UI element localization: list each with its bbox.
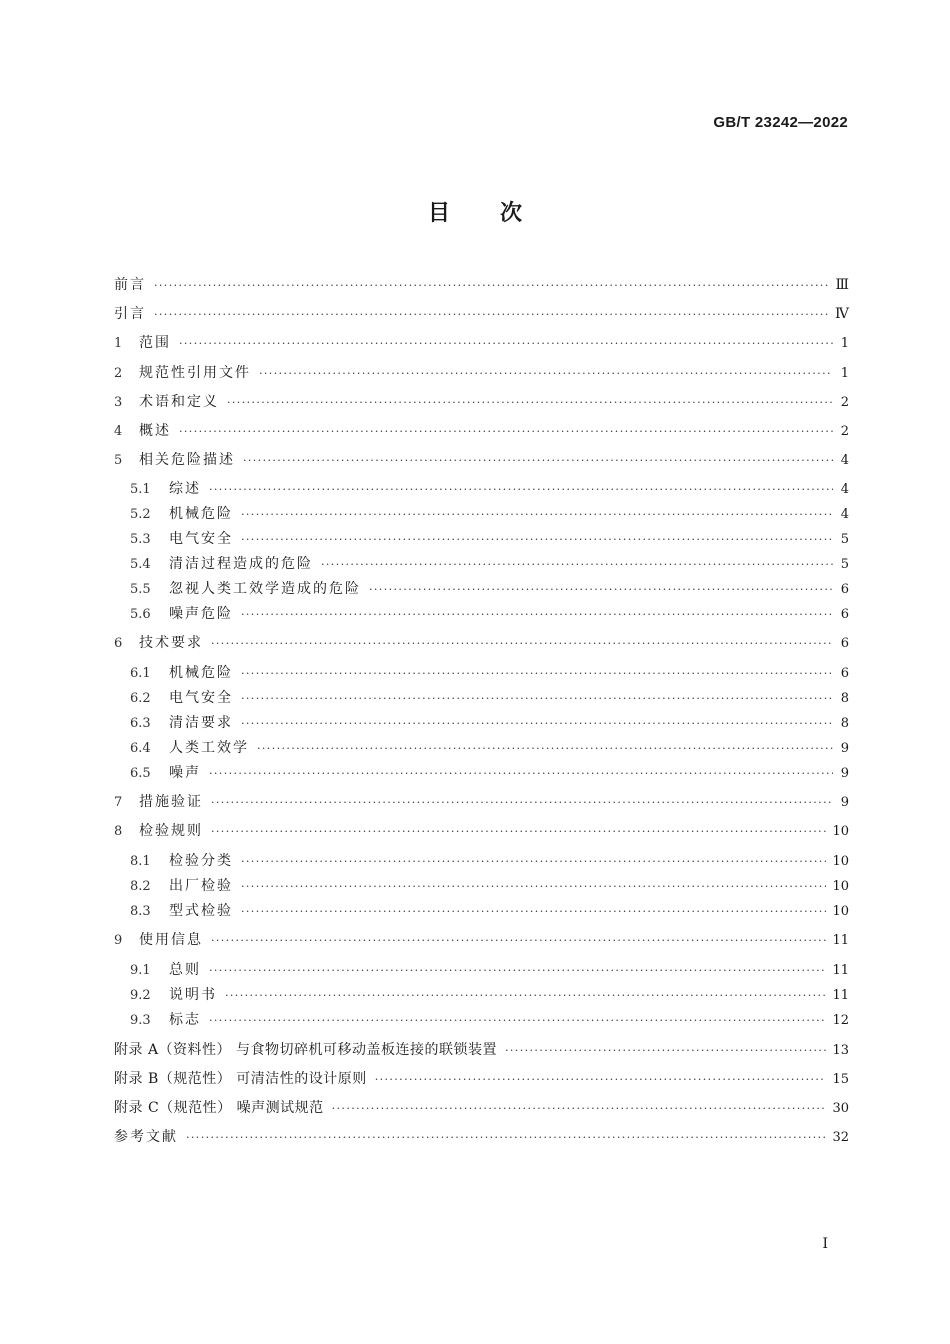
leader-dots <box>332 1100 827 1118</box>
toc-label: 前言 <box>114 277 146 293</box>
toc-label: 出厂检验 <box>169 878 233 894</box>
toc-page: 9 <box>840 766 849 781</box>
leader-dots <box>241 853 826 871</box>
toc-label: 清洁要求 <box>169 715 233 731</box>
toc-entry-9[interactable] <box>114 931 849 950</box>
toc-page: 6 <box>840 636 849 651</box>
toc-entry-6-3[interactable] <box>130 714 849 733</box>
toc-number: 4 <box>114 424 123 439</box>
leader-dots <box>369 581 833 599</box>
toc-entry-8-3[interactable] <box>130 902 849 921</box>
toc-page: 9 <box>840 795 849 810</box>
toc-label: 规范性引用文件 <box>139 365 251 381</box>
toc-entry-9-2[interactable] <box>130 986 849 1005</box>
toc-label: 电气安全 <box>169 690 233 706</box>
toc-page: 6 <box>840 607 849 622</box>
toc-page: 5 <box>840 532 849 547</box>
toc-page: 10 <box>832 879 849 894</box>
toc-page: 6 <box>840 582 849 597</box>
toc-page: 2 <box>840 395 849 410</box>
leader-dots <box>243 452 833 470</box>
toc-label: 综述 <box>169 481 201 497</box>
toc-label: 检验分类 <box>169 853 233 869</box>
toc-number: 5 <box>114 453 123 468</box>
toc-entry-5-6[interactable] <box>130 605 849 624</box>
leader-dots <box>209 962 826 980</box>
toc-label: 总则 <box>169 962 201 978</box>
toc-entry-4[interactable] <box>114 422 849 441</box>
leader-dots <box>241 878 826 896</box>
toc-entry-6-4[interactable] <box>130 739 849 758</box>
toc-page: 11 <box>832 933 849 948</box>
leader-dots <box>211 794 833 812</box>
toc-label: 技术要求 <box>139 635 203 651</box>
leader-dots <box>241 690 833 708</box>
toc-page: Ⅲ <box>835 277 849 293</box>
toc-number: 8.1 <box>130 854 151 869</box>
leader-dots <box>209 765 833 783</box>
toc-entry-1[interactable] <box>114 334 849 353</box>
toc-label: 附录 B（规范性） 可清洁性的设计原则 <box>114 1071 367 1087</box>
leader-dots <box>259 365 833 383</box>
toc-page: 11 <box>832 988 849 1003</box>
leader-dots <box>241 903 826 921</box>
toc-label: 参考文献 <box>114 1129 178 1145</box>
leader-dots <box>211 823 826 841</box>
leader-dots <box>375 1071 827 1089</box>
toc-page: 8 <box>840 691 849 706</box>
toc-label: 噪声 <box>169 765 201 781</box>
toc-page: 6 <box>840 666 849 681</box>
toc-number: 8.3 <box>130 904 151 919</box>
toc-page: 8 <box>840 716 849 731</box>
leader-dots <box>209 481 833 499</box>
toc-number: 5.6 <box>130 607 151 622</box>
leader-dots <box>209 1012 826 1030</box>
toc-page: 10 <box>832 824 849 839</box>
leader-dots <box>225 987 826 1005</box>
toc-entry-9-3[interactable] <box>130 1011 849 1030</box>
toc-label: 术语和定义 <box>139 394 219 410</box>
toc-entry-appendix-b[interactable] <box>114 1070 849 1089</box>
toc-page: 1 <box>840 366 849 381</box>
toc-number: 8.2 <box>130 879 151 894</box>
toc-page: 2 <box>840 424 849 439</box>
toc-number: 2 <box>114 366 123 381</box>
toc-label: 人类工效学 <box>169 740 249 756</box>
toc-entry-7[interactable] <box>114 793 849 812</box>
toc-page: 30 <box>832 1101 849 1116</box>
leader-dots <box>211 635 833 653</box>
toc-entry-8-2[interactable] <box>130 877 849 896</box>
toc-entry-introduction[interactable] <box>114 305 849 324</box>
toc-entry-5-5[interactable] <box>130 580 849 599</box>
toc-label: 引言 <box>114 306 146 322</box>
toc-number: 6.3 <box>130 716 151 731</box>
toc-number: 6.5 <box>130 766 151 781</box>
leader-dots <box>241 506 833 524</box>
toc-entry-8[interactable] <box>114 822 849 841</box>
toc-entry-2[interactable] <box>114 364 849 383</box>
toc-entry-9-1[interactable] <box>130 961 849 980</box>
leader-dots <box>241 531 833 549</box>
page-number: I <box>822 1236 828 1252</box>
toc-label: 清洁过程造成的危险 <box>169 556 313 572</box>
toc-entry-appendix-a[interactable] <box>114 1041 849 1060</box>
toc-number: 6.2 <box>130 691 151 706</box>
toc-number: 6 <box>114 636 123 651</box>
leader-dots <box>211 932 826 950</box>
toc-number: 9.3 <box>130 1013 151 1028</box>
toc-number: 6.4 <box>130 741 151 756</box>
toc-number: 8 <box>114 824 123 839</box>
leader-dots <box>241 606 833 624</box>
leader-dots <box>321 556 833 574</box>
toc-number: 7 <box>114 795 123 810</box>
toc-label: 附录 C（规范性） 噪声测试规范 <box>114 1100 324 1116</box>
toc-entry-appendix-c[interactable] <box>114 1099 849 1118</box>
toc-label: 型式检验 <box>169 903 233 919</box>
leader-dots <box>154 277 829 295</box>
toc-label: 措施验证 <box>139 794 203 810</box>
toc-entry-5-3[interactable] <box>130 530 849 549</box>
leader-dots <box>241 715 833 733</box>
toc-number: 5.2 <box>130 507 151 522</box>
toc-page: Ⅳ <box>835 306 849 322</box>
leader-dots <box>505 1042 826 1060</box>
toc-entry-8-1[interactable] <box>130 852 849 871</box>
toc-label: 相关危险描述 <box>139 452 235 468</box>
toc-label: 标志 <box>169 1012 201 1028</box>
toc-label: 忽视人类工效学造成的危险 <box>169 581 361 597</box>
toc-label: 范围 <box>139 335 171 351</box>
toc-label: 说明书 <box>169 987 217 1003</box>
toc-page: 10 <box>832 904 849 919</box>
toc-label: 检验规则 <box>139 823 203 839</box>
toc-number: 5.5 <box>130 582 151 597</box>
toc-number: 6.1 <box>130 666 151 681</box>
toc-page: 15 <box>832 1072 849 1087</box>
toc-page: 11 <box>832 963 849 978</box>
toc-entry-6-5[interactable] <box>130 764 849 783</box>
toc-page: 4 <box>840 482 849 497</box>
toc-page: 12 <box>832 1013 849 1028</box>
toc-page: 10 <box>832 854 849 869</box>
toc-page: 9 <box>840 741 849 756</box>
toc-label: 附录 A（资料性） 与食物切碎机可移动盖板连接的联锁装置 <box>114 1042 498 1058</box>
toc-number: 9.1 <box>130 963 151 978</box>
toc-page: 32 <box>832 1130 849 1145</box>
toc-page: 5 <box>840 557 849 572</box>
toc-number: 9 <box>114 933 123 948</box>
toc-entry-3[interactable] <box>114 393 849 412</box>
toc-number: 9.2 <box>130 988 151 1003</box>
toc-entry-foreword[interactable] <box>114 276 849 295</box>
toc-number: 3 <box>114 395 123 410</box>
toc-label: 机械危险 <box>169 506 233 522</box>
leader-dots <box>186 1129 826 1147</box>
toc-entry-5-2[interactable] <box>130 505 849 524</box>
toc-page: 4 <box>840 453 849 468</box>
toc-page: 1 <box>840 336 849 351</box>
toc-number: 5.1 <box>130 482 151 497</box>
toc-page: 13 <box>832 1043 849 1058</box>
toc-entry-5-1[interactable] <box>130 480 849 499</box>
leader-dots <box>179 335 833 353</box>
toc-entry-5-4[interactable] <box>130 555 849 574</box>
toc-label: 噪声危险 <box>169 606 233 622</box>
toc-entry-5[interactable] <box>114 451 849 470</box>
toc-label: 机械危险 <box>169 665 233 681</box>
toc-label: 使用信息 <box>139 932 203 948</box>
toc-number: 5.3 <box>130 532 151 547</box>
toc-entry-6-1[interactable] <box>130 664 849 683</box>
leader-dots <box>179 423 833 441</box>
toc-number: 1 <box>114 336 123 351</box>
toc-page: 4 <box>840 507 849 522</box>
leader-dots <box>241 665 833 683</box>
toc-label: 电气安全 <box>169 531 233 547</box>
standard-code: GB/T 23242—2022 <box>713 114 848 131</box>
toc-label: 概述 <box>139 423 171 439</box>
toc-entry-6-2[interactable] <box>130 689 849 708</box>
leader-dots <box>154 306 829 324</box>
page-title: 目次 <box>427 201 572 226</box>
toc-number: 5.4 <box>130 557 151 572</box>
leader-dots <box>257 740 833 758</box>
leader-dots <box>227 394 833 412</box>
toc-entry-6[interactable] <box>114 634 849 653</box>
toc-entry-bibliography[interactable] <box>114 1128 849 1147</box>
